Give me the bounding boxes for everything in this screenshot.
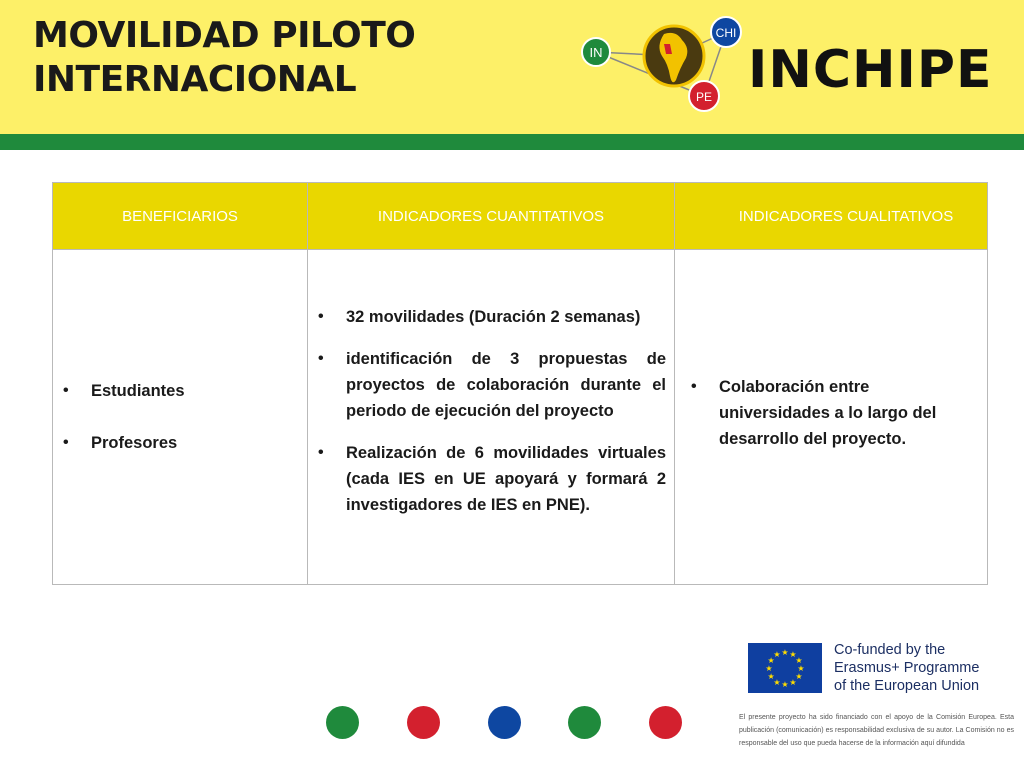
- eu-star-icon: ★: [797, 664, 805, 673]
- header-cualitativos: INDICADORES CUALITATIVOS: [738, 207, 954, 225]
- list-item: • identificación de 3 propuestas de proyectos de colaboración durante el periodo de ejecución del proyecto: [314, 346, 666, 424]
- list-item: • Estudiantes: [59, 378, 299, 404]
- cell-beneficiarios: [53, 250, 307, 584]
- eu-star-icon: ★: [781, 680, 789, 689]
- eu-star-icon: ★: [781, 648, 789, 657]
- eu-star-icon: ★: [767, 672, 775, 681]
- title-line-1: MOVILIDAD PILOTO: [33, 15, 416, 56]
- eu-flag: [748, 643, 822, 693]
- cell-cualitativos: [675, 250, 987, 584]
- eu-line-2: Erasmus+ Programme: [834, 660, 980, 676]
- page-title: [33, 14, 553, 102]
- logo-wordmark: INCHIPE: [748, 40, 993, 100]
- decorative-dot: [407, 706, 440, 739]
- header-cuantitativos: INDICADORES CUANTITATIVOS: [377, 207, 605, 225]
- eu-line-3: of the European Union: [834, 678, 980, 694]
- indicators-table: [52, 182, 988, 585]
- decorative-dot: [649, 706, 682, 739]
- bubble-pe-label: PE: [695, 90, 713, 104]
- inchipe-logo: [578, 14, 1014, 118]
- logo-network-graphic: [578, 14, 748, 118]
- eu-star-icon: ★: [773, 677, 781, 687]
- header-stripe: [0, 134, 1024, 150]
- eu-star-icon: ★: [789, 677, 797, 687]
- eu-star-icon: ★: [795, 656, 803, 665]
- eu-star-icon: ★: [773, 650, 781, 660]
- title-line-2: INTERNACIONAL: [33, 59, 357, 100]
- decorative-dot: [488, 706, 521, 739]
- eu-star-icon: ★: [789, 650, 797, 660]
- eu-line-1: Co-funded by the: [834, 642, 946, 658]
- list-item: • 32 movilidades (Duración 2 semanas): [314, 304, 666, 330]
- bubble-chi-label: CHI: [715, 26, 737, 40]
- list-item: • Colaboración entre universidades a lo largo del desarrollo del proyecto.: [687, 374, 963, 452]
- decorative-dot: [326, 706, 359, 739]
- header-beneficiarios: BENEFICIARIOS: [122, 207, 238, 225]
- eu-stars-icon: [748, 643, 822, 693]
- bubble-in-label: IN: [589, 45, 603, 60]
- eu-star-icon: ★: [795, 672, 803, 681]
- eu-cofunded-text: [834, 641, 1014, 695]
- decorative-dot: [568, 706, 601, 739]
- eu-disclaimer: El presente proyecto ha sido financiado con el apoyo de la Comisión Europea. Esta publicación (comunicación) es responsabilidad exclusiva de su autor. La Comisión no es responsable del uso que pueda hacerse de la información aquí difundida: [739, 714, 1014, 747]
- list-item: • Realización de 6 movilidades virtuales (cada IES en UE apoyará y formará 2 investigadores de IES en PNE).: [314, 440, 666, 518]
- eu-star-icon: ★: [767, 656, 775, 665]
- eu-star-icon: ★: [765, 664, 773, 673]
- list-item: • Profesores: [59, 430, 299, 456]
- cell-cuantitativos: [308, 250, 674, 584]
